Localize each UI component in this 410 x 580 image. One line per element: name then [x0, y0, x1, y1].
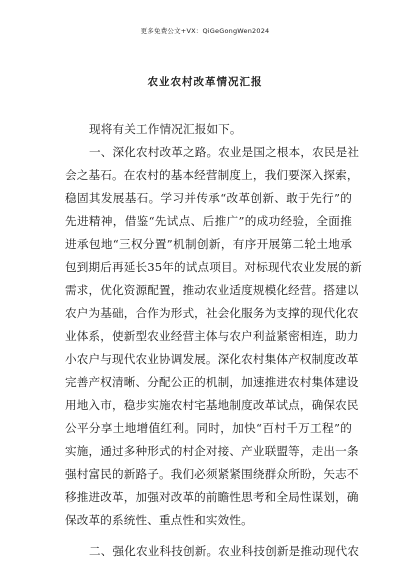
body-line: 农户为基础，合作为形式，社会化服务为支撑的现代化农 — [65, 306, 359, 320]
header-note: 更多免费公文+VX：QiGeGongWen2024 — [140, 27, 270, 35]
body-line: 强村富民的新路子。我们必须紧紧围绕群众所盼，矢志不 — [65, 467, 359, 481]
body-line: 实施，通过多种形式的村企对接、产业联盟等，走出一条 — [65, 444, 359, 458]
body-line: 业体系，使新型农业经营主体与农户利益紧密相连，助力 — [65, 329, 359, 343]
body-line: 现将有关工作情况汇报如下。 — [89, 122, 242, 136]
body-line: 完善产权清晰、分配公正的机制，加速推进农村集体建设 — [65, 375, 359, 389]
body-line: 一、深化农村改革之路。农业是国之根本，农民是社 — [89, 145, 360, 159]
body-line: 移推进改革，加强对改革的前瞻性思考和全局性谋划，确 — [65, 490, 359, 504]
body-line: 用地入市，稳步实施农村宅基地制度改革试点，确保农民 — [65, 398, 359, 412]
body-line: 小农户与现代农业协调发展。深化农村集体产权制度改革 — [65, 352, 359, 366]
body-line: 进承包地“三权分置”机制创新，有序开展第二轮土地承 — [65, 237, 352, 251]
body-line: 包到期后再延长35年的试点项目。对标现代农业发展的新 — [65, 260, 362, 274]
body-line: 公平分享土地增值红利。同时，加快“百村千万工程”的 — [65, 421, 352, 435]
body-line: 保改革的系统性、重点性和实效性。 — [65, 513, 253, 527]
body-line: 会之基石。在农村的基本经营制度上，我们要深入探索， — [65, 168, 359, 182]
body-line: 二、强化农业科技创新。农业科技创新是推动现代农 — [89, 544, 360, 558]
body-line: 稳固其发展基石。学习并传承“改革创新、敢于先行”的 — [65, 191, 352, 205]
document-title: 农业农村改革情况汇报 — [147, 76, 263, 88]
body-line: 需求，优化资源配置，推动农业适度规模化经营。搭建以 — [65, 283, 359, 297]
body-line: 先进精神，借鉴“先试点、后推广”的成功经验，全面推 — [65, 214, 352, 228]
